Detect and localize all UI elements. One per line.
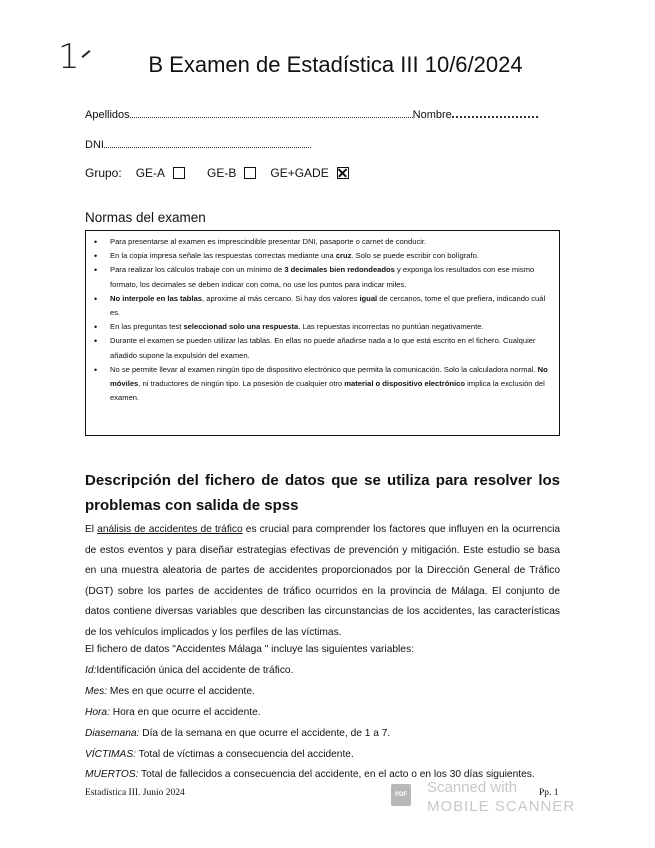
norma-text: No móviles (110, 364, 548, 389)
p1-underlined-phrase: análisis de accidentes de tráfico (97, 524, 243, 535)
grupo-label: Grupo: (85, 166, 122, 180)
norma-item (94, 334, 553, 362)
normas-box (85, 230, 560, 436)
norma-text: implica la exclusión del examen. (110, 379, 545, 403)
norma-text: En las preguntas test (110, 322, 184, 332)
variable-description: Total de víctimas a consecuencia del accidente. (135, 749, 354, 760)
norma-text: Para presentarse al examen es imprescindible presentar DNI, pasaporte o carnet de conducir. (110, 237, 427, 246)
page-title: B Examen de Estadística III 10/6/2024 (148, 52, 523, 77)
norma-text: No interpole en las tablas (110, 293, 202, 303)
norma-item (94, 263, 553, 291)
group-ge-a-label: GE-A (135, 166, 166, 180)
group-ge-b-label: GE-B (207, 166, 237, 180)
norma-text: , ni traductores de ningún tipo. La posesión de cualquier otro (138, 379, 345, 389)
description-paragraph (85, 520, 560, 644)
norma-item (94, 235, 553, 249)
norma-text: Para realizar los cálculos trabaje con un mínimo de (110, 265, 285, 275)
variable-description: Hora en que ocurre el accidente. (109, 707, 261, 718)
variable-line (85, 665, 293, 676)
variable-description: Identificación única del accidente de tráfico. (96, 665, 294, 676)
variable-name: Id: (85, 665, 97, 676)
p1-after: es crucial para comprender los factores que influyen en la ocurrencia de estos eventos y para diseñar estrategias efectivas de prevención y mitigación. Este estudio se basa en una muestra aleatoria de partes de accidentes proporcionados por la Dirección General de Tráfico (DGT) sobre los partes de accidentes de tráfico ocurridos en la provincia de Málaga. El conjunto de datos contiene diversas variables que describen las circunstancias de los accidentes, las características de los vehículos implicados y los perfiles de las víctimas. (85, 524, 561, 638)
pdf-icon: PDF (391, 784, 411, 806)
variable-line (85, 728, 390, 739)
norma-text: Durante el examen se pueden utilizar las tablas. En ellas no puede añadirse nada a lo que está escrito en el fichero. Cualquier añadido supone la expulsión del examen. (110, 336, 536, 360)
norma-item (94, 363, 553, 406)
group-ge-b-checkbox[interactable] (244, 167, 256, 179)
nombre-label: Nombre (412, 109, 452, 121)
apellidos-field[interactable] (130, 109, 413, 118)
group-ge-gade-label: GE+GADE (270, 166, 329, 180)
norma-text: de cercanos, tome el que prefiera, indicando cuál es. (110, 293, 546, 318)
dni-field[interactable] (104, 139, 311, 148)
footer-course: Estadística III. Junio 2024 (85, 788, 185, 798)
norma-text: cruz (335, 251, 352, 261)
variables-intro: El fichero de datos "Accidentes Málaga " incluye las siguientes variables: (85, 644, 414, 655)
norma-text: . Solo se puede escribir con bolígrafo. (351, 251, 479, 261)
normas-list (94, 235, 553, 405)
variable-description: Día de la semana en que ocurre el accidente, de 1 a 7. (139, 728, 391, 739)
norma-text: igual (359, 293, 378, 303)
variable-line (85, 707, 261, 718)
page-number: Pp. 1 (539, 788, 559, 798)
normas-title: Normas del examen (85, 210, 206, 225)
variable-description: Total de fallecidos a consecuencia del accidente, en el acto o en los 30 días siguientes. (138, 769, 535, 780)
group-ge-gade-checkbox[interactable] (337, 167, 349, 179)
variable-name: MUERTOS: (85, 769, 139, 780)
variable-name: Mes: (85, 686, 108, 697)
norma-text: material o dispositivo electrónico (344, 379, 465, 389)
nombre-field[interactable] (452, 109, 538, 118)
handwritten-mark: 1 (58, 37, 80, 77)
apellidos-nombre-row (85, 109, 538, 121)
norma-item (94, 292, 553, 320)
scanner-watermark-line2: MOBILE SCANNER (427, 798, 576, 815)
apellidos-label: Apellidos (85, 109, 130, 121)
variable-name: Diasemana: (85, 728, 140, 739)
group-selection (85, 166, 349, 180)
description-title: Descripción del fichero de datos que se utiliza para resolver los problemas con salida de spss (85, 472, 560, 514)
norma-item (94, 249, 553, 263)
norma-text: y exponga los resultados con ese mismo formato, los decimales se deben indicar con coma, no use los puntos para indicar miles. (110, 265, 535, 289)
norma-text: , aproxime al más cercano. Si hay dos valores (202, 293, 360, 303)
variable-name: Hora: (85, 707, 110, 718)
scanner-watermark-line1: Scanned with (427, 779, 518, 796)
variable-line (85, 749, 354, 760)
norma-text: 3 decimales bien redondeados (284, 265, 395, 275)
dni-row (85, 139, 311, 151)
norma-text: seleccionad solo una respuesta (183, 322, 299, 332)
norma-text: . Las repuestas incorrectas no puntúan negativamente. (298, 322, 484, 332)
norma-text: En la copia impresa señale las respuestas correctas mediante una (110, 251, 336, 261)
norma-text: No se permite llevar al examen ningún tipo de dispositivo electrónico que permita la comunicación. Solo la calculadora normal. (110, 364, 538, 374)
variable-line (85, 686, 255, 697)
norma-item (94, 320, 553, 334)
variable-description: Mes en que ocurre el accidente. (107, 686, 255, 697)
group-ge-a-checkbox[interactable] (173, 167, 185, 179)
dni-label: DNI (85, 139, 104, 151)
p1-before: El (85, 524, 98, 535)
variable-name: VÍCTIMAS: (85, 749, 136, 760)
